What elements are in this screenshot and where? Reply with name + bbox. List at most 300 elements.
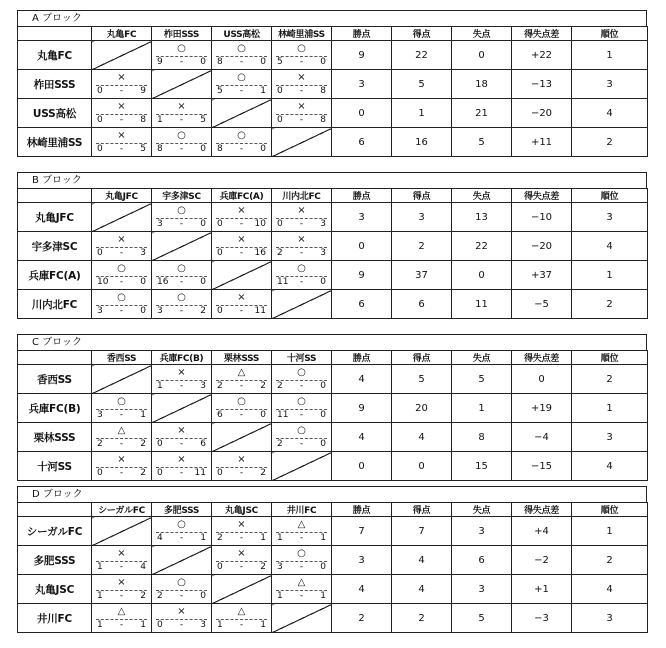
self-match-cell bbox=[272, 452, 332, 481]
score-for: 2 bbox=[277, 439, 283, 449]
team-row bbox=[18, 290, 648, 319]
score-for: 1 bbox=[217, 620, 223, 630]
match-result-cell bbox=[212, 290, 272, 319]
team-name: USS高松 bbox=[18, 99, 92, 128]
points-value: 9 bbox=[332, 41, 392, 70]
goals-against-value: 5 bbox=[452, 365, 512, 394]
team-name: 香西SS bbox=[18, 365, 92, 394]
col-header-goals-for: 得点 bbox=[392, 189, 452, 203]
result-mark: ○ bbox=[297, 548, 306, 559]
goals-for-value: 2 bbox=[392, 232, 452, 261]
score-against: 0 bbox=[260, 57, 266, 67]
score-for: 1 bbox=[97, 591, 103, 601]
league-table bbox=[17, 350, 648, 481]
match-result-cell bbox=[212, 517, 272, 546]
team-row bbox=[18, 365, 648, 394]
goals-for-value: 1 bbox=[392, 99, 452, 128]
goals-against-value: 8 bbox=[452, 423, 512, 452]
col-header-goal-diff: 得失点差 bbox=[512, 503, 572, 517]
col-header-team: 井川FC bbox=[272, 503, 332, 517]
match-result-cell bbox=[152, 290, 212, 319]
goals-for-value: 37 bbox=[392, 261, 452, 290]
result-mark: × bbox=[297, 101, 306, 112]
score-for: 5 bbox=[277, 57, 283, 67]
col-header-goals-against: 失点 bbox=[452, 189, 512, 203]
goals-against-value: 3 bbox=[452, 575, 512, 604]
team-name: 多肥SSS bbox=[18, 546, 92, 575]
team-row bbox=[18, 128, 648, 157]
score-for: 0 bbox=[217, 468, 223, 478]
points-value: 9 bbox=[332, 394, 392, 423]
rank-value: 3 bbox=[572, 423, 648, 452]
goals-for-value: 5 bbox=[392, 365, 452, 394]
self-match-cell bbox=[152, 70, 212, 99]
score-separator: - bbox=[239, 57, 244, 67]
score-for: 2 bbox=[97, 439, 103, 449]
result-mark: × bbox=[177, 367, 186, 378]
score-separator: - bbox=[299, 439, 304, 449]
col-header-rank: 順位 bbox=[572, 27, 648, 41]
score-separator: - bbox=[239, 381, 244, 391]
result-mark: ○ bbox=[177, 519, 186, 530]
match-result-cell bbox=[272, 546, 332, 575]
goal-diff-value: −10 bbox=[512, 203, 572, 232]
match-result-cell bbox=[92, 99, 152, 128]
match-result-cell bbox=[152, 517, 212, 546]
goal-diff-value: +19 bbox=[512, 394, 572, 423]
points-value: 3 bbox=[332, 203, 392, 232]
rank-value: 3 bbox=[572, 70, 648, 99]
score-separator: - bbox=[299, 248, 304, 258]
score-against: 1 bbox=[260, 533, 266, 543]
corner-cell bbox=[18, 503, 92, 517]
result-mark: × bbox=[297, 72, 306, 83]
points-value: 0 bbox=[332, 99, 392, 128]
col-header-team: 丸亀JSC bbox=[212, 503, 272, 517]
col-header-team: 丸亀JFC bbox=[92, 189, 152, 203]
score-separator: - bbox=[119, 86, 124, 96]
score-separator: - bbox=[239, 562, 244, 572]
score-against: 10 bbox=[254, 219, 266, 229]
score-separator: - bbox=[179, 219, 184, 229]
goals-for-value: 3 bbox=[392, 203, 452, 232]
score-against: 2 bbox=[260, 468, 266, 478]
result-mark: ○ bbox=[297, 425, 306, 436]
col-header-team: 柞田SSS bbox=[152, 27, 212, 41]
result-mark: × bbox=[237, 234, 246, 245]
score-for: 0 bbox=[277, 86, 283, 96]
points-value: 7 bbox=[332, 517, 392, 546]
score-against: 11 bbox=[194, 468, 206, 478]
score-against: 5 bbox=[200, 115, 206, 125]
result-mark: × bbox=[117, 234, 126, 245]
team-name: 丸亀FC bbox=[18, 41, 92, 70]
score-for: 9 bbox=[157, 57, 163, 67]
rank-value: 2 bbox=[572, 546, 648, 575]
result-mark: △ bbox=[237, 367, 246, 378]
match-result-cell bbox=[92, 604, 152, 633]
score-for: 3 bbox=[277, 562, 283, 572]
self-match-cell bbox=[272, 290, 332, 319]
match-result-cell bbox=[92, 546, 152, 575]
score-against: 1 bbox=[320, 533, 326, 543]
self-match-cell bbox=[212, 99, 272, 128]
result-mark: ○ bbox=[237, 72, 246, 83]
score-for: 8 bbox=[217, 57, 223, 67]
block-title: B ブロック bbox=[17, 172, 647, 188]
team-name: 川内北FC bbox=[18, 290, 92, 319]
score-against: 3 bbox=[200, 381, 206, 391]
goals-for-value: 7 bbox=[392, 517, 452, 546]
score-separator: - bbox=[179, 533, 184, 543]
match-result-cell bbox=[212, 365, 272, 394]
team-name: 丸亀JSC bbox=[18, 575, 92, 604]
score-against: 0 bbox=[320, 277, 326, 287]
score-separator: - bbox=[239, 219, 244, 229]
team-name: 兵庫FC(B) bbox=[18, 394, 92, 423]
score-against: 0 bbox=[320, 381, 326, 391]
col-header-goal-diff: 得失点差 bbox=[512, 189, 572, 203]
rank-value: 1 bbox=[572, 41, 648, 70]
col-header-rank: 順位 bbox=[572, 189, 648, 203]
goals-for-value: 20 bbox=[392, 394, 452, 423]
result-mark: ○ bbox=[177, 43, 186, 54]
score-for: 0 bbox=[157, 468, 163, 478]
score-separator: - bbox=[119, 115, 124, 125]
score-for: 5 bbox=[217, 86, 223, 96]
result-mark: × bbox=[237, 292, 246, 303]
score-against: 8 bbox=[140, 115, 146, 125]
match-result-cell bbox=[92, 128, 152, 157]
match-result-cell bbox=[92, 452, 152, 481]
rank-value: 2 bbox=[572, 365, 648, 394]
team-name: 兵庫FC(A) bbox=[18, 261, 92, 290]
match-result-cell bbox=[272, 423, 332, 452]
result-mark: ○ bbox=[237, 43, 246, 54]
block-title: D ブロック bbox=[17, 486, 647, 502]
col-header-rank: 順位 bbox=[572, 503, 648, 517]
score-for: 6 bbox=[217, 410, 223, 420]
goal-diff-value: −13 bbox=[512, 70, 572, 99]
block-title: C ブロック bbox=[17, 334, 647, 350]
score-against: 4 bbox=[140, 562, 146, 572]
col-header-team: 栗林SSS bbox=[212, 351, 272, 365]
score-against: 0 bbox=[200, 277, 206, 287]
rank-value: 2 bbox=[572, 290, 648, 319]
rank-value: 4 bbox=[572, 232, 648, 261]
col-header-team: 兵庫FC(A) bbox=[212, 189, 272, 203]
points-value: 3 bbox=[332, 70, 392, 99]
self-match-cell bbox=[152, 232, 212, 261]
result-mark: × bbox=[117, 454, 126, 465]
score-separator: - bbox=[179, 57, 184, 67]
col-header-team: 林崎里浦SS bbox=[272, 27, 332, 41]
team-row bbox=[18, 99, 648, 128]
score-against: 16 bbox=[254, 248, 266, 258]
score-for: 2 bbox=[277, 248, 283, 258]
match-result-cell bbox=[92, 261, 152, 290]
match-result-cell bbox=[152, 128, 212, 157]
goals-for-value: 5 bbox=[392, 70, 452, 99]
match-result-cell bbox=[272, 517, 332, 546]
team-name: 十河SS bbox=[18, 452, 92, 481]
score-separator: - bbox=[239, 248, 244, 258]
result-mark: × bbox=[237, 519, 246, 530]
rank-value: 3 bbox=[572, 604, 648, 633]
score-for: 8 bbox=[217, 144, 223, 154]
points-value: 0 bbox=[332, 452, 392, 481]
score-against: 0 bbox=[320, 562, 326, 572]
result-mark: × bbox=[117, 72, 126, 83]
goals-against-value: 18 bbox=[452, 70, 512, 99]
match-result-cell bbox=[212, 546, 272, 575]
result-mark: × bbox=[237, 205, 246, 216]
team-row bbox=[18, 70, 648, 99]
result-mark: × bbox=[117, 130, 126, 141]
goal-diff-value: +37 bbox=[512, 261, 572, 290]
result-mark: × bbox=[237, 548, 246, 559]
result-mark: ○ bbox=[297, 43, 306, 54]
col-header-goal-diff: 得失点差 bbox=[512, 351, 572, 365]
result-mark: × bbox=[177, 101, 186, 112]
score-for: 0 bbox=[157, 439, 163, 449]
self-match-cell bbox=[92, 517, 152, 546]
result-mark: ○ bbox=[297, 367, 306, 378]
match-result-cell bbox=[152, 261, 212, 290]
goals-for-value: 2 bbox=[392, 604, 452, 633]
score-for: 0 bbox=[277, 115, 283, 125]
match-result-cell bbox=[272, 203, 332, 232]
col-header-team: 香西SS bbox=[92, 351, 152, 365]
team-name: 宇多津SC bbox=[18, 232, 92, 261]
block-0 bbox=[17, 10, 647, 157]
team-row bbox=[18, 423, 648, 452]
score-separator: - bbox=[299, 381, 304, 391]
goals-for-value: 16 bbox=[392, 128, 452, 157]
match-result-cell bbox=[212, 604, 272, 633]
result-mark: ○ bbox=[297, 263, 306, 274]
rank-value: 4 bbox=[572, 452, 648, 481]
score-against: 3 bbox=[320, 219, 326, 229]
points-value: 0 bbox=[332, 232, 392, 261]
score-for: 1 bbox=[277, 533, 283, 543]
score-for: 0 bbox=[97, 144, 103, 154]
score-for: 0 bbox=[217, 219, 223, 229]
self-match-cell bbox=[92, 365, 152, 394]
goals-against-value: 0 bbox=[452, 41, 512, 70]
score-for: 3 bbox=[157, 219, 163, 229]
result-mark: △ bbox=[237, 606, 246, 617]
result-mark: × bbox=[177, 425, 186, 436]
col-header-goals-against: 失点 bbox=[452, 503, 512, 517]
match-result-cell bbox=[272, 41, 332, 70]
team-name: 丸亀JFC bbox=[18, 203, 92, 232]
goal-diff-value: −20 bbox=[512, 232, 572, 261]
match-result-cell bbox=[152, 423, 212, 452]
col-header-points: 勝点 bbox=[332, 27, 392, 41]
self-match-cell bbox=[272, 604, 332, 633]
score-for: 0 bbox=[97, 115, 103, 125]
self-match-cell bbox=[92, 203, 152, 232]
result-mark: × bbox=[117, 548, 126, 559]
score-for: 0 bbox=[97, 248, 103, 258]
result-mark: ○ bbox=[177, 205, 186, 216]
match-result-cell bbox=[272, 365, 332, 394]
goal-diff-value: +4 bbox=[512, 517, 572, 546]
score-against: 2 bbox=[140, 591, 146, 601]
col-header-goals-against: 失点 bbox=[452, 27, 512, 41]
goals-against-value: 15 bbox=[452, 452, 512, 481]
self-match-cell bbox=[272, 128, 332, 157]
block-3 bbox=[17, 486, 647, 633]
score-for: 11 bbox=[277, 277, 289, 287]
match-result-cell bbox=[152, 203, 212, 232]
match-result-cell bbox=[152, 41, 212, 70]
score-separator: - bbox=[179, 620, 184, 630]
team-row bbox=[18, 261, 648, 290]
team-row bbox=[18, 394, 648, 423]
match-result-cell bbox=[92, 394, 152, 423]
match-result-cell bbox=[152, 365, 212, 394]
result-mark: ○ bbox=[177, 292, 186, 303]
match-result-cell bbox=[272, 99, 332, 128]
score-against: 3 bbox=[140, 248, 146, 258]
goal-diff-value: −2 bbox=[512, 546, 572, 575]
score-separator: - bbox=[179, 591, 184, 601]
match-result-cell bbox=[272, 575, 332, 604]
score-for: 11 bbox=[277, 410, 289, 420]
score-against: 8 bbox=[320, 86, 326, 96]
match-result-cell bbox=[212, 232, 272, 261]
points-value: 4 bbox=[332, 365, 392, 394]
score-separator: - bbox=[239, 620, 244, 630]
points-value: 3 bbox=[332, 546, 392, 575]
score-for: 1 bbox=[277, 591, 283, 601]
match-result-cell bbox=[92, 290, 152, 319]
score-for: 0 bbox=[157, 620, 163, 630]
league-table bbox=[17, 26, 648, 157]
score-for: 8 bbox=[157, 144, 163, 154]
result-mark: △ bbox=[117, 425, 126, 436]
result-mark: × bbox=[177, 606, 186, 617]
score-separator: - bbox=[299, 533, 304, 543]
match-result-cell bbox=[152, 575, 212, 604]
points-value: 6 bbox=[332, 290, 392, 319]
score-for: 1 bbox=[157, 381, 163, 391]
header-row bbox=[18, 27, 648, 41]
score-separator: - bbox=[179, 144, 184, 154]
result-mark: × bbox=[177, 454, 186, 465]
team-row bbox=[18, 452, 648, 481]
col-header-goals-for: 得点 bbox=[392, 351, 452, 365]
team-row bbox=[18, 604, 648, 633]
score-separator: - bbox=[299, 115, 304, 125]
col-header-points: 勝点 bbox=[332, 351, 392, 365]
goals-against-value: 11 bbox=[452, 290, 512, 319]
score-against: 1 bbox=[260, 620, 266, 630]
score-against: 3 bbox=[320, 248, 326, 258]
score-for: 0 bbox=[277, 219, 283, 229]
score-separator: - bbox=[179, 439, 184, 449]
score-separator: - bbox=[299, 591, 304, 601]
header-row bbox=[18, 351, 648, 365]
score-separator: - bbox=[119, 248, 124, 258]
score-against: 0 bbox=[140, 306, 146, 316]
score-separator: - bbox=[179, 381, 184, 391]
match-result-cell bbox=[272, 232, 332, 261]
score-separator: - bbox=[299, 562, 304, 572]
score-separator: - bbox=[119, 144, 124, 154]
score-against: 6 bbox=[200, 439, 206, 449]
block-2 bbox=[17, 334, 647, 481]
score-against: 1 bbox=[200, 533, 206, 543]
self-match-cell bbox=[212, 423, 272, 452]
score-separator: - bbox=[239, 410, 244, 420]
score-against: 0 bbox=[140, 277, 146, 287]
col-header-team: 宇多津SC bbox=[152, 189, 212, 203]
score-against: 0 bbox=[260, 144, 266, 154]
goal-diff-value: +22 bbox=[512, 41, 572, 70]
match-result-cell bbox=[152, 99, 212, 128]
goals-for-value: 4 bbox=[392, 546, 452, 575]
goal-diff-value: +1 bbox=[512, 575, 572, 604]
score-against: 0 bbox=[320, 410, 326, 420]
col-header-team: 十河SS bbox=[272, 351, 332, 365]
result-mark: ○ bbox=[117, 292, 126, 303]
goal-diff-value: +11 bbox=[512, 128, 572, 157]
points-value: 4 bbox=[332, 423, 392, 452]
result-mark: × bbox=[297, 205, 306, 216]
match-result-cell bbox=[212, 128, 272, 157]
score-for: 0 bbox=[217, 562, 223, 572]
team-name: シーガルFC bbox=[18, 517, 92, 546]
score-separator: - bbox=[179, 115, 184, 125]
score-separator: - bbox=[119, 410, 124, 420]
team-row bbox=[18, 41, 648, 70]
match-result-cell bbox=[212, 452, 272, 481]
team-name: 林崎里浦SS bbox=[18, 128, 92, 157]
score-separator: - bbox=[179, 277, 184, 287]
col-header-goals-for: 得点 bbox=[392, 503, 452, 517]
match-result-cell bbox=[152, 452, 212, 481]
score-against: 2 bbox=[200, 306, 206, 316]
score-for: 2 bbox=[277, 381, 283, 391]
goals-for-value: 22 bbox=[392, 41, 452, 70]
self-match-cell bbox=[212, 575, 272, 604]
score-against: 0 bbox=[320, 57, 326, 67]
goal-diff-value: −3 bbox=[512, 604, 572, 633]
col-header-team: シーガルFC bbox=[92, 503, 152, 517]
goals-against-value: 5 bbox=[452, 128, 512, 157]
match-result-cell bbox=[212, 394, 272, 423]
result-mark: △ bbox=[297, 519, 306, 530]
league-table bbox=[17, 502, 648, 633]
goals-against-value: 13 bbox=[452, 203, 512, 232]
score-for: 3 bbox=[157, 306, 163, 316]
league-table bbox=[17, 188, 648, 319]
result-mark: ○ bbox=[117, 263, 126, 274]
match-result-cell bbox=[272, 261, 332, 290]
rank-value: 1 bbox=[572, 261, 648, 290]
result-mark: × bbox=[117, 577, 126, 588]
score-for: 1 bbox=[157, 115, 163, 125]
score-against: 3 bbox=[200, 620, 206, 630]
goal-diff-value: 0 bbox=[512, 365, 572, 394]
score-for: 0 bbox=[97, 86, 103, 96]
score-separator: - bbox=[299, 410, 304, 420]
score-separator: - bbox=[239, 468, 244, 478]
points-value: 2 bbox=[332, 604, 392, 633]
